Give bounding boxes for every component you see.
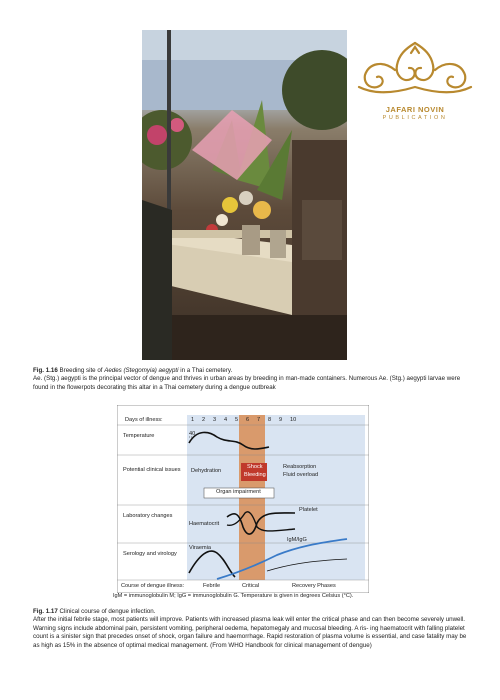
issue-organ-impairment: Organ impairment <box>216 489 261 495</box>
figure-label: Fig. 1.16 <box>33 367 58 374</box>
issue-bleeding: Bleeding <box>244 472 266 478</box>
day-7: 7 <box>257 417 261 423</box>
course-label: Course of dengue illness: <box>121 583 185 589</box>
row-label-temperature: Temperature <box>123 433 155 439</box>
row-label-laboratory: Laboratory changes <box>123 513 173 519</box>
days-label: Days of illness: <box>125 417 163 423</box>
course-critical: Critical <box>242 583 260 589</box>
serology-igm-igg: IgM/IgG <box>287 537 307 543</box>
issue-shock: Shock <box>247 464 263 470</box>
dengue-course-chart <box>117 405 369 593</box>
issue-fluid-overload: Fluid overload <box>283 472 319 478</box>
figure-1-16-caption <box>33 367 473 392</box>
day-2: 2 <box>202 417 206 423</box>
lab-platelet: Platelet <box>299 507 318 513</box>
caption-title-c: in a Thai cemetery. <box>178 367 233 374</box>
publisher-logo <box>355 35 475 120</box>
course-febrile: Febrile <box>203 583 221 589</box>
day-6: 6 <box>246 417 250 423</box>
dengue-course-diagram <box>117 405 369 593</box>
lab-haematocrit: Haematocrit <box>189 521 220 527</box>
issue-dehydration: Dehydration <box>191 468 222 474</box>
logo-name: JAFARI NOVIN <box>385 105 445 114</box>
row-label-potential-issues: Potential clinical issues <box>123 467 181 473</box>
caption-title-2: Clinical course of dengue infection. <box>59 608 156 615</box>
caption-title-line-2 <box>33 608 473 616</box>
caption-title-line <box>33 367 473 375</box>
caption-body: Ae. (Stg.) aegypti is the principal vector of dengue and thrives in urban areas by breeding in man-made containers. Numerous Ae. (Stg.) aegypti larvae were found in the flowerpots decorating this altar in a Thai cemetery during a dengue outbreak <box>33 375 461 391</box>
day-8: 8 <box>268 417 272 423</box>
caption-title-species: Aedes (Stegomyia) aegypti <box>104 367 179 374</box>
issue-reabsorption: Reabsorption <box>283 464 317 470</box>
caption-body-2: After the initial febrile stage, most patients will improve. Patients with increased plasma leak will enter the critical phase and can then become severely unwell. Warning signs include abdominal pain, persistent vomiting, peripheral oedema, hepatomegaly and mucosal bleeding. A ris- ing haematocrit with falling platelet count is a sinister sign that precedes onset of shock, organ failure and haemorrhage. Rapid restoration of plasma volume is essential, and case fatality may be as high as 15% in the absence of optimal medical management. (From WHO Handbook for clinical management of dengue) <box>33 616 467 649</box>
day-3: 3 <box>213 417 217 423</box>
day-1: 1 <box>191 417 195 423</box>
figure-1-17-caption <box>33 608 473 650</box>
logo-subtitle: PUBLICATION <box>382 115 448 121</box>
row-label-serology: Serology and virology <box>123 551 177 557</box>
day-10: 10 <box>290 417 297 423</box>
day-4: 4 <box>224 417 228 423</box>
day-5: 5 <box>235 417 239 423</box>
day-9: 9 <box>279 417 283 423</box>
caption-title-a: Breeding site of <box>59 367 105 374</box>
figure-label-2: Fig. 1.17 <box>33 608 58 615</box>
temperature-marker: 40 <box>189 431 196 437</box>
chart-footnote: IgM = immunoglobulin M; IgG = immunoglobulin G. Temperature is given in degrees Celsius (°C). <box>113 593 354 599</box>
crown-ornament-icon <box>355 35 475 105</box>
recovery-band <box>265 415 365 580</box>
serology-viraemia: Viraemia <box>189 545 211 551</box>
cemetery-altar-photo <box>142 30 347 360</box>
course-recovery: Recovery Phases <box>292 583 336 589</box>
